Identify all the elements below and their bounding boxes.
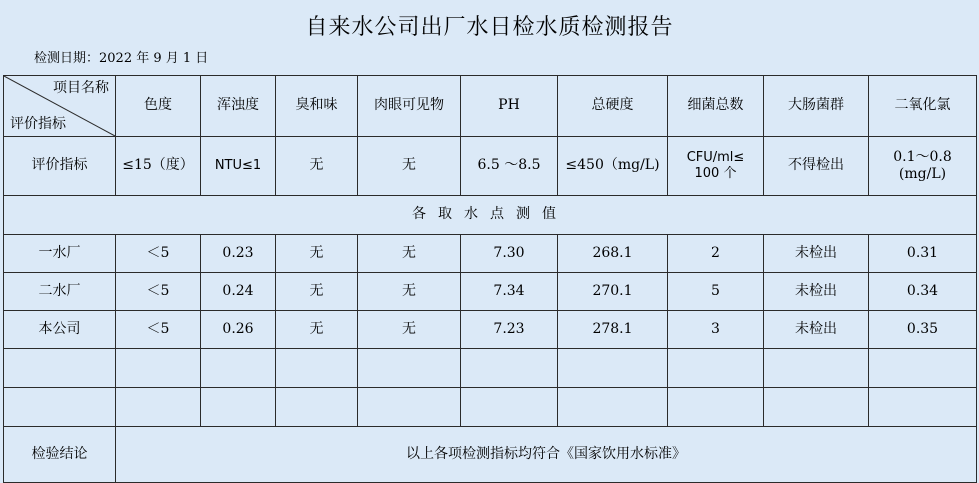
standard-cell: ≤15（度） [116, 137, 201, 196]
empty-cell [201, 388, 276, 427]
row-label: 本公司 [4, 311, 116, 349]
section-header-row [4, 196, 977, 235]
value-cell: 0.23 [201, 235, 276, 273]
corner-label-item: 项目名称 [53, 80, 109, 96]
empty-cell [4, 388, 116, 427]
value-cell: 未检出 [764, 273, 869, 311]
value-cell: 3 [668, 311, 764, 349]
empty-cell [558, 388, 668, 427]
column-header-coliform: 大肠菌群 [764, 76, 869, 137]
empty-row [4, 388, 977, 427]
empty-cell [869, 388, 977, 427]
value-cell: 278.1 [558, 311, 668, 349]
column-header-turbidity: 浑浊度 [201, 76, 276, 137]
table-row [4, 273, 977, 311]
value-cell: ＜5 [116, 311, 201, 349]
empty-cell [276, 349, 358, 388]
value-cell: 7.34 [461, 273, 558, 311]
empty-cell [358, 349, 461, 388]
column-header-chlorine-dioxide: 二氧化氯 [869, 76, 977, 137]
inspection-date: 检测日期：2022 年 9 月 1 日 [34, 51, 209, 66]
empty-cell [668, 349, 764, 388]
empty-cell [869, 349, 977, 388]
standard-cell: CFU/ml≤ 100 个 [668, 137, 764, 196]
section-title: 各取水点测值 [4, 196, 977, 235]
value-cell: 0.31 [869, 235, 977, 273]
empty-row [4, 349, 977, 388]
value-cell: 0.24 [201, 273, 276, 311]
standard-cell: 6.5 ～8.5 [461, 137, 558, 196]
empty-cell [764, 388, 869, 427]
empty-cell [668, 388, 764, 427]
empty-cell [461, 388, 558, 427]
column-header-color: 色度 [116, 76, 201, 137]
header-row [4, 76, 977, 137]
standard-cell: ≤450（mg/L) [558, 137, 668, 196]
conclusion-row [4, 427, 977, 483]
standard-cell: 0.1～0.8 (mg/L) [869, 137, 977, 196]
value-cell: 0.34 [869, 273, 977, 311]
empty-cell [276, 388, 358, 427]
empty-cell [116, 388, 201, 427]
standard-row [4, 137, 977, 196]
value-cell: 无 [358, 235, 461, 273]
empty-cell [764, 349, 869, 388]
value-cell: 7.23 [461, 311, 558, 349]
column-header-bacteria-total: 细菌总数 [668, 76, 764, 137]
standard-cell: 无 [358, 137, 461, 196]
row-label: 二水厂 [4, 273, 116, 311]
value-cell: 无 [358, 311, 461, 349]
value-cell: 未检出 [764, 311, 869, 349]
column-header-odor-taste: 臭和味 [276, 76, 358, 137]
standard-row-label: 评价指标 [4, 137, 116, 196]
value-cell: 270.1 [558, 273, 668, 311]
conclusion-label: 检验结论 [4, 427, 116, 483]
value-cell: 0.26 [201, 311, 276, 349]
column-header-visible-matter: 肉眼可见物 [358, 76, 461, 137]
empty-cell [201, 349, 276, 388]
column-header-total-hardness: 总硬度 [558, 76, 668, 137]
standard-cell: NTU≤1 [201, 137, 276, 196]
table-row [4, 311, 977, 349]
water-quality-table [3, 75, 977, 483]
standard-cell: 无 [276, 137, 358, 196]
value-cell: 未检出 [764, 235, 869, 273]
empty-cell [461, 349, 558, 388]
empty-cell [358, 388, 461, 427]
value-cell: 无 [276, 311, 358, 349]
report-title: 自来水公司出厂水日检水质检测报告 [305, 15, 674, 40]
row-label: 一水厂 [4, 235, 116, 273]
column-header-ph: PH [461, 76, 558, 137]
table-row [4, 235, 977, 273]
value-cell: 5 [668, 273, 764, 311]
value-cell: 无 [276, 235, 358, 273]
value-cell: 2 [668, 235, 764, 273]
value-cell: ＜5 [116, 235, 201, 273]
value-cell: 无 [276, 273, 358, 311]
conclusion-text: 以上各项检测指标均符合《国家饮用水标准》 [116, 427, 977, 483]
corner-label-index: 评价指标 [10, 115, 66, 132]
value-cell: 0.35 [869, 311, 977, 349]
empty-cell [116, 349, 201, 388]
value-cell: 无 [358, 273, 461, 311]
value-cell: ＜5 [116, 273, 201, 311]
empty-cell [558, 349, 668, 388]
standard-cell: 不得检出 [764, 137, 869, 196]
corner-header-cell [4, 76, 116, 137]
empty-cell [4, 349, 116, 388]
value-cell: 7.30 [461, 235, 558, 273]
value-cell: 268.1 [558, 235, 668, 273]
